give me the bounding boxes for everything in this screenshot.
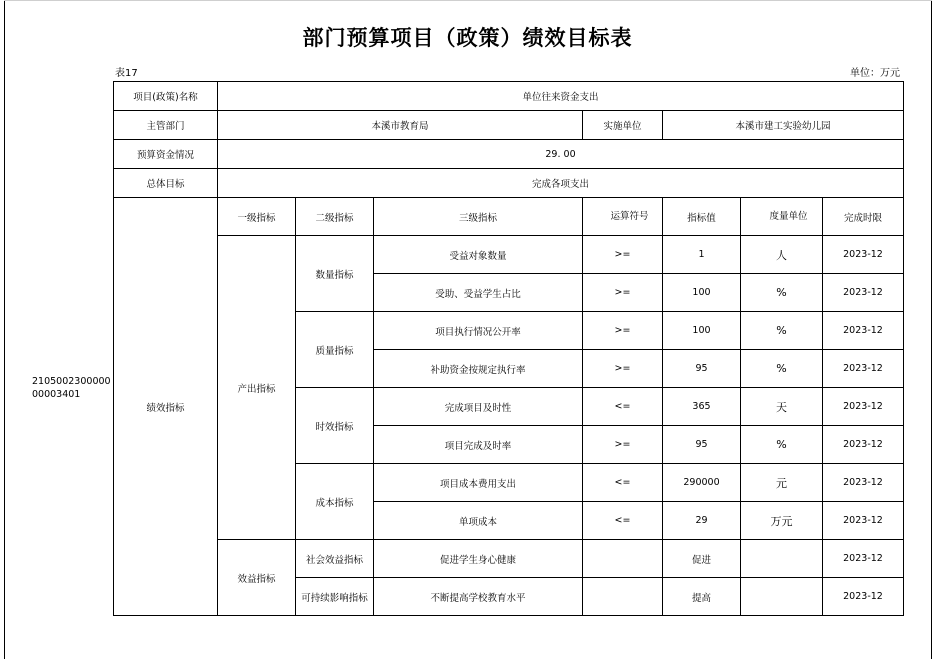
group-cost: 成本指标 <box>296 464 374 540</box>
time-cell: 2023-12 <box>823 312 904 350</box>
group-sustain: 可持续影响指标 <box>296 578 374 616</box>
perf-label: 绩效指标 <box>114 198 218 616</box>
time-cell: 2023-12 <box>823 502 904 540</box>
indicator-cell: 项目成本费用支出 <box>374 464 583 502</box>
goal-label: 总体目标 <box>114 169 218 198</box>
value-cell: 365 <box>663 388 741 426</box>
indicator-cell: 完成项目及时性 <box>374 388 583 426</box>
page-title: 部门预算项目（政策）绩效目标表 <box>302 25 633 50</box>
performance-table <box>113 81 904 616</box>
header-val: 指标值 <box>663 198 741 236</box>
frame-top-border <box>4 0 932 1</box>
header-l1: 一级指标 <box>218 198 296 236</box>
frame-right-border <box>931 0 932 659</box>
indicator-cell: 受助、受益学生占比 <box>374 274 583 312</box>
op-cell: >= <box>583 236 663 274</box>
op-cell: <= <box>583 502 663 540</box>
time-cell: 2023-12 <box>823 426 904 464</box>
value-cell: 促进 <box>663 540 741 578</box>
group-output: 产出指标 <box>218 236 296 540</box>
header-l2: 二级指标 <box>296 198 374 236</box>
unit-label: 单位：万元 <box>850 68 900 79</box>
time-cell: 2023-12 <box>823 350 904 388</box>
header-l3: 三级指标 <box>374 198 583 236</box>
indicator-cell: 促进学生身心健康 <box>374 540 583 578</box>
unit-cell: 元 <box>741 464 823 502</box>
time-cell: 2023-12 <box>823 388 904 426</box>
group-quantity: 数量指标 <box>296 236 374 312</box>
indicator-cell: 项目执行情况公开率 <box>374 312 583 350</box>
unit-cell: 万元 <box>741 502 823 540</box>
project-id: 210500230000000003401 <box>32 376 111 400</box>
budget-value: 29. 00 <box>218 140 904 169</box>
op-cell: >= <box>583 426 663 464</box>
group-social: 社会效益指标 <box>296 540 374 578</box>
impl-value: 本溪市建工实验幼儿园 <box>663 111 904 140</box>
value-cell: 29 <box>663 502 741 540</box>
value-cell: 提高 <box>663 578 741 616</box>
time-cell: 2023-12 <box>823 236 904 274</box>
op-cell: >= <box>583 350 663 388</box>
dept-label: 主管部门 <box>114 111 218 140</box>
value-cell: 100 <box>663 312 741 350</box>
time-cell: 2023-12 <box>823 274 904 312</box>
op-cell <box>583 578 663 616</box>
indicator-cell: 不断提高学校教育水平 <box>374 578 583 616</box>
op-cell: <= <box>583 388 663 426</box>
op-cell <box>583 540 663 578</box>
name-label: 项目(政策)名称 <box>114 82 218 111</box>
group-timeliness: 时效指标 <box>296 388 374 464</box>
op-cell: >= <box>583 274 663 312</box>
dept-value: 本溪市教育局 <box>218 111 583 140</box>
value-cell: 95 <box>663 350 741 388</box>
indicator-cell: 项目完成及时率 <box>374 426 583 464</box>
header-op: 运算符号 <box>583 198 663 236</box>
value-cell: 100 <box>663 274 741 312</box>
time-cell: 2023-12 <box>823 578 904 616</box>
unit-cell <box>741 540 823 578</box>
header-unit: 度量单位 <box>741 198 823 236</box>
unit-cell: % <box>741 350 823 388</box>
unit-cell <box>741 578 823 616</box>
op-cell: >= <box>583 312 663 350</box>
unit-cell: 人 <box>741 236 823 274</box>
indicator-cell: 受益对象数量 <box>374 236 583 274</box>
header-time: 完成时限 <box>823 198 904 236</box>
value-cell: 290000 <box>663 464 741 502</box>
group-benefit: 效益指标 <box>218 540 296 616</box>
impl-label: 实施单位 <box>583 111 663 140</box>
op-cell: <= <box>583 464 663 502</box>
frame-left-border <box>4 0 5 659</box>
budget-label: 预算资金情况 <box>114 140 218 169</box>
indicator-cell: 单项成本 <box>374 502 583 540</box>
time-cell: 2023-12 <box>823 540 904 578</box>
unit-cell: % <box>741 426 823 464</box>
time-cell: 2023-12 <box>823 464 904 502</box>
goal-value: 完成各项支出 <box>218 169 904 198</box>
table-number: 表17 <box>115 68 138 79</box>
value-cell: 1 <box>663 236 741 274</box>
group-quality: 质量指标 <box>296 312 374 388</box>
indicator-cell: 补助资金按规定执行率 <box>374 350 583 388</box>
unit-cell: % <box>741 312 823 350</box>
unit-cell: 天 <box>741 388 823 426</box>
name-value: 单位往来资金支出 <box>218 82 904 111</box>
value-cell: 95 <box>663 426 741 464</box>
unit-cell: % <box>741 274 823 312</box>
